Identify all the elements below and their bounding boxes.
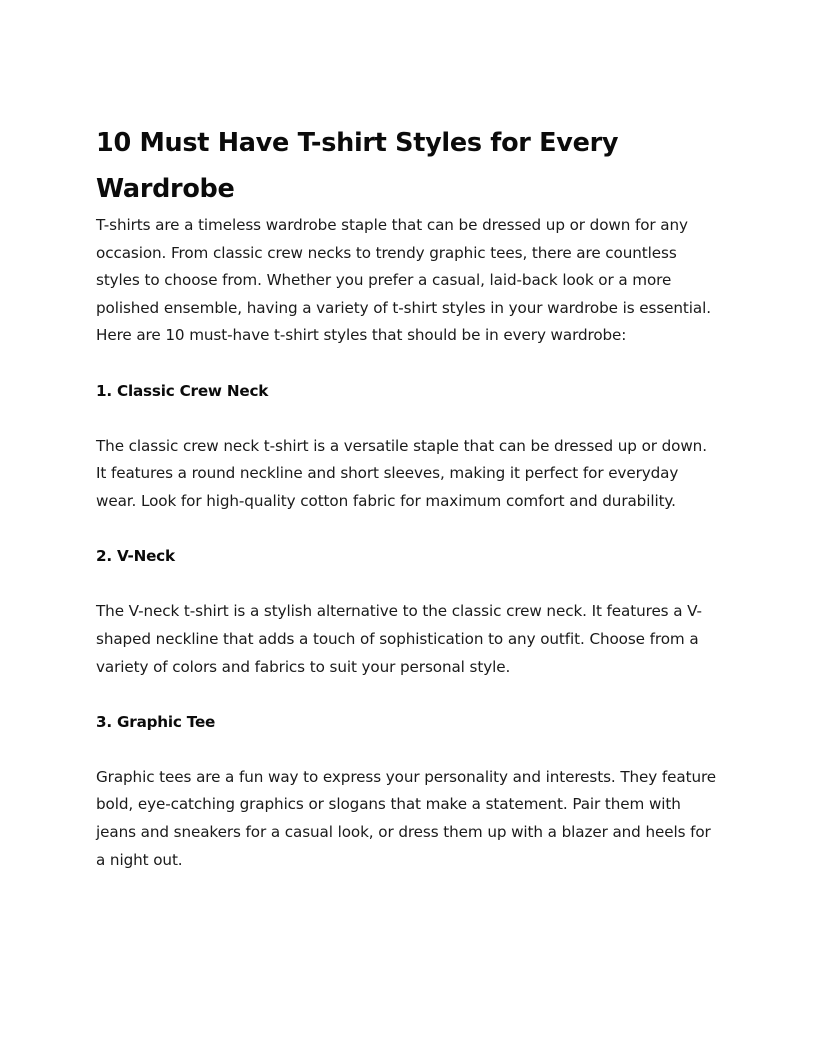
spacer: [96, 571, 720, 599]
document-page: [96, 120, 720, 874]
intro-paragraph: T-shirts are a timeless wardrobe staple that can be dressed up or down for any occasion. From classic crew necks to trendy graphic tees, there are countless styles to choose from. Whether you prefer a casual, laid-back look or a more polished ensemble, having a variety of t-shirt styles in your wardrobe is essential. Here are 10 must-have t-shirt styles that should be in every wardrobe:: [96, 216, 711, 345]
section-body-classic-crew-neck: The classic crew neck t-shirt is a versatile staple that can be dressed up or down. It features a round neckline and short sleeves, making it perfect for everyday wear. Look for high-quality cotton fabric for maximum comfort and durability.: [96, 436, 707, 510]
section-heading-classic-crew-neck: 1. Classic Crew Neck: [96, 381, 269, 400]
section-body-v-neck: The V-neck t-shirt is a stylish alternative to the classic crew neck. It features a V-shaped neckline that adds a touch of sophistication to any outfit. Choose from a variety of colors and fabrics to suit your personal style.: [96, 602, 702, 676]
section-body-graphic-tee: Graphic tees are a fun way to express your personality and interests. They feature bold, eye-catching graphics or slogans that make a statement. Pair them with jeans and sneakers for a casual look, or dress them up with a blazer and heels for a night out.: [96, 767, 717, 869]
spacer: [96, 681, 720, 709]
section-heading-graphic-tee: 3. Graphic Tee: [96, 712, 216, 731]
spacer: [96, 516, 720, 544]
spacer: [96, 350, 720, 378]
document-title: 10 Must Have T-shirt Styles for Every Wardrobe: [96, 128, 619, 204]
section-heading-v-neck: 2. V-Neck: [96, 547, 175, 566]
spacer: [96, 405, 720, 433]
spacer: [96, 736, 720, 764]
